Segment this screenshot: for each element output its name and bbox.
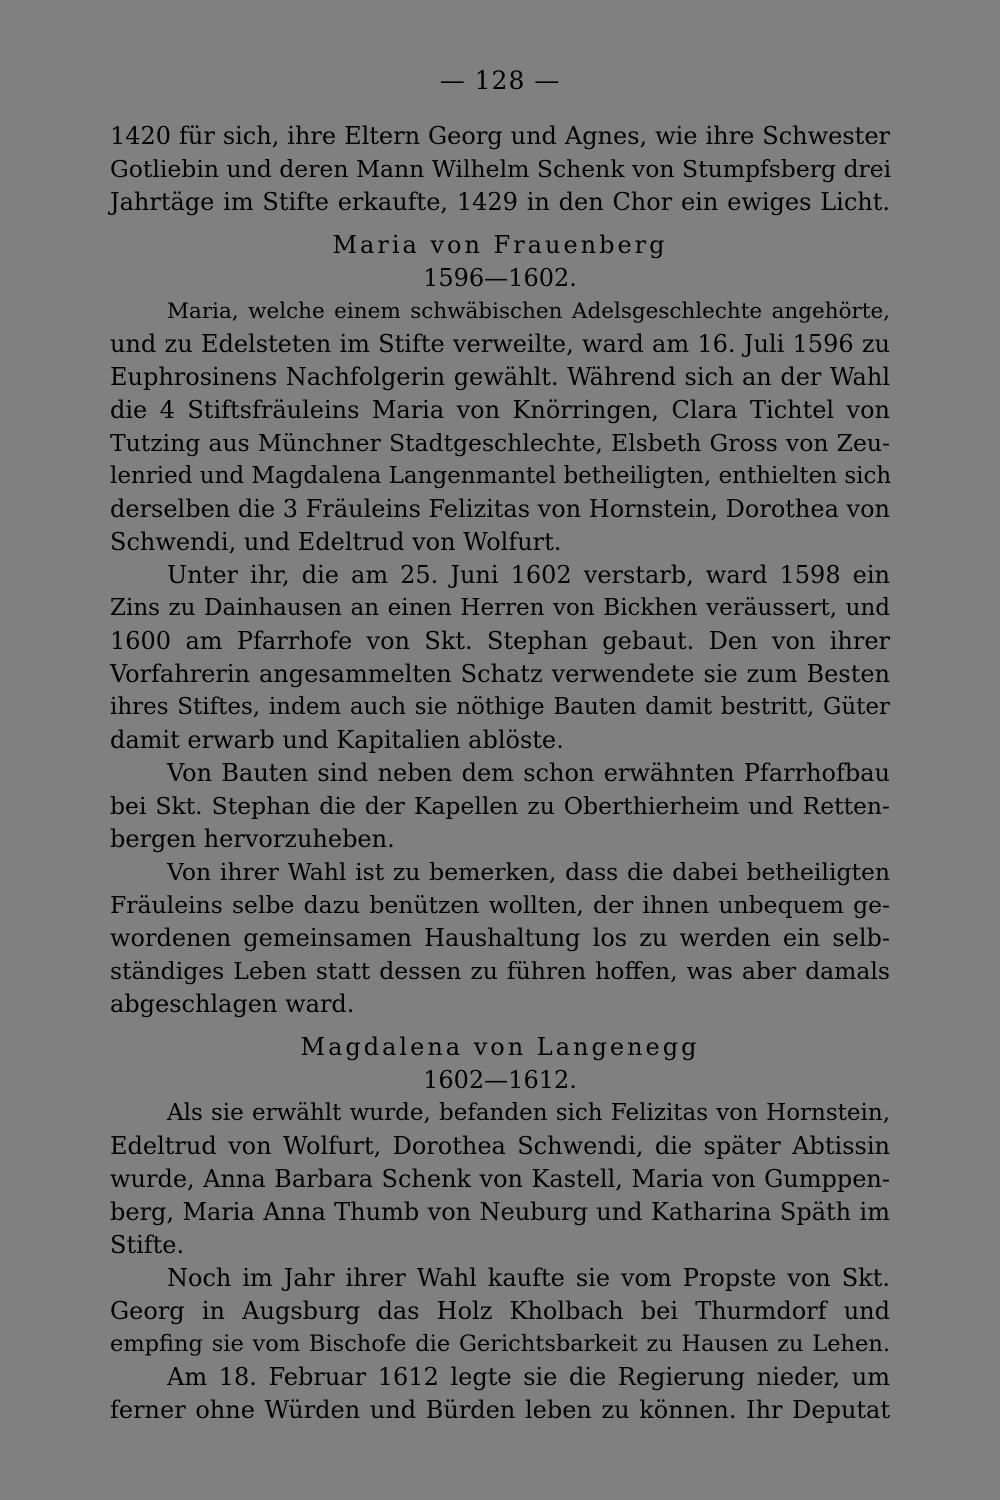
paragraph-first-line: Als sie erwählt wurde, befanden sich Felizitas von Hornstein, bbox=[167, 1100, 890, 1126]
text-line: 1600 am Pfarrhofe von Skt. Stephan gebaut. Den von ihrer bbox=[110, 627, 890, 655]
paragraph-first-line: Von ihrer Wahl ist zu bemerken, dass die dabei betheiligten bbox=[167, 858, 890, 886]
text-line: Schwendi, und Edeltrud von Wolfurt. bbox=[110, 528, 562, 556]
text-line: derselben die 3 Fräuleins Felizitas von Hornstein, Dorothea von bbox=[110, 495, 890, 523]
text-line: 1420 für sich, ihre Eltern Georg und Agnes, wie ihre Schwester bbox=[110, 122, 890, 150]
text-line: Gotliebin und deren Mann Wilhelm Schenk von Stumpfsberg drei bbox=[110, 155, 892, 183]
page-number: — 128 — bbox=[439, 66, 561, 95]
text-line: Euphrosinens Nachfolgerin gewählt. Während sich an der Wahl bbox=[110, 363, 890, 391]
text-line: wordenen gemeinsamen Haushaltung los zu werden ein selb- bbox=[110, 924, 890, 952]
text-line: die 4 Stiftsfräuleins Maria von Knörringen, Clara Tichtel von bbox=[110, 396, 890, 424]
section-heading: Magdalena von Langenegg bbox=[300, 1033, 700, 1061]
section-heading: Maria von Frauenberg bbox=[332, 231, 668, 259]
text-line: Fräuleins selbe dazu benützen wollten, der ihnen unbequem ge- bbox=[110, 891, 890, 919]
text-line: Jahrtäge im Stifte erkaufte, 1429 in den Chor ein ewiges Licht. bbox=[110, 188, 890, 216]
text-line: bei Skt. Stephan die der Kapellen zu Oberthierheim und Retten- bbox=[110, 792, 890, 820]
text-line: Zins zu Dainhausen an einen Herren von Bickhen veräussert, und bbox=[110, 595, 890, 621]
section-years: 1596—1602. bbox=[423, 264, 577, 292]
text-line: Edeltrud von Wolfurt, Dorothea Schwendi, die später Abtissin bbox=[110, 1132, 890, 1160]
text-line: ständiges Leben statt dessen zu führen hoffen, was aber damals bbox=[110, 957, 890, 985]
text-line: abgeschlagen ward. bbox=[110, 990, 355, 1018]
text-line: Stifte. bbox=[110, 1231, 185, 1259]
document-body bbox=[110, 120, 890, 1427]
text-line: ihres Stiftes, indem auch sie nöthige Bauten damit bestritt, Güter bbox=[110, 694, 890, 720]
text-line: empfing sie vom Bischofe die Gerichtsbarkeit zu Hausen zu Lehen. bbox=[110, 1331, 890, 1357]
text-line: Georg in Augsburg das Holz Kholbach bei Thurmdorf und bbox=[110, 1297, 890, 1325]
text-line: bergen hervorzuheben. bbox=[110, 825, 395, 853]
paragraph-first-line: Noch im Jahr ihrer Wahl kaufte sie vom Propste von Skt. bbox=[167, 1264, 890, 1292]
document-page bbox=[110, 60, 890, 1427]
paragraph-first-line: Maria, welche einem schwäbischen Adelsgeschlechte angehörte, bbox=[167, 299, 890, 324]
paragraph-first-line: Von Bauten sind neben dem schon erwähnten Pfarrhofbau bbox=[167, 759, 890, 787]
text-line: Vorfahrerin angesammelten Schatz verwendete sie zum Besten bbox=[110, 660, 890, 688]
section-years: 1602—1612. bbox=[423, 1066, 577, 1094]
text-line: berg, Maria Anna Thumb von Neuburg und Katharina Späth im bbox=[110, 1198, 890, 1226]
text-line: ferner ohne Würden und Bürden leben zu können. Ihr Deputat bbox=[110, 1396, 890, 1424]
text-line: und zu Edelsteten im Stifte verweilte, ward am 16. Juli 1596 zu bbox=[110, 330, 890, 358]
text-line: lenried und Magdalena Langenmantel betheiligten, enthielten sich bbox=[110, 463, 892, 489]
text-line: wurde, Anna Barbara Schenk von Kastell, Maria von Gumppen- bbox=[110, 1165, 890, 1193]
text-line: damit erwarb und Kapitalien ablöste. bbox=[110, 726, 564, 754]
paragraph-first-line: Am 18. Februar 1612 legte sie die Regierung nieder, um bbox=[167, 1363, 890, 1391]
text-line: Tutzing aus Münchner Stadtgeschlechte, Elsbeth Gross von Zeu- bbox=[110, 429, 890, 457]
paragraph-first-line: Unter ihr, die am 25. Juni 1602 verstarb, ward 1598 ein bbox=[167, 561, 890, 589]
